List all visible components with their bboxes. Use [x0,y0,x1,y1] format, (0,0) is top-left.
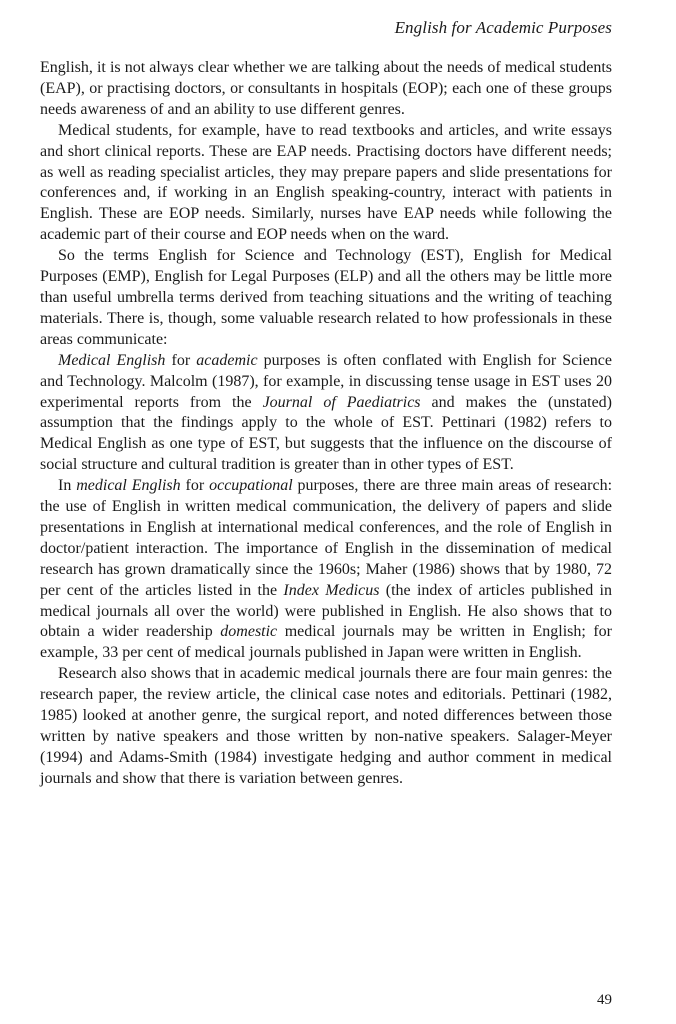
paragraph-6-text: Research also shows that in academic medical journals there are four main genres: the research paper, the review article, the clinical case notes and editorials. Pettinari (1982, 1985) looked at another genre, the surgical report, and noted differences between those written by native speakers and those written by non-native speakers. Salager-Meyer (1994) and Adams-Smith (1984) investigate hedging and author comment in medical journals and show that there is variation between genres. [40,665,612,787]
paragraph-4-text-a: for [165,351,197,369]
paragraph-5-italic-occupational: occupational [209,477,293,495]
paragraph-6 [40,664,612,789]
paragraph-4-italic-academic: academic [196,351,258,369]
paragraph-5-text-e: medical journals may be written in English; for example, 33 per cent of medical journals published in Japan were written in English. [40,623,612,662]
paragraph-4-italic-medical-english: Medical English [58,351,166,369]
paragraph-5-text-c: purposes, there are three main areas of research: the use of English in written medical communication, the delivery of papers and slide presentations in English at international medical conferences, and the role of English in doctor/patient interaction. The importance of English in the dissemination of medical research has grown dramatically since the 1960s; Maher (1986) shows that by 1980, 72 per cent of the articles listed in the [40,477,613,599]
paragraph-1-text: English, it is not always clear whether we are talking about the needs of medical students (EAP), or practising doctors, or consultants in hospitals (EOP); each one of these groups needs awareness of and an ability to use different genres. [40,59,612,118]
body-text [40,58,612,790]
paragraph-4-text-c: and makes the (unstated) assumption that the findings apply to the whole of EST. Pettinari (1982) refers to Medical English as one type of EST, but suggests that the influence on the discourse of social structure and cultural tradition is greater than in other types of EST. [40,393,612,474]
page-number: 49 [597,992,612,1008]
paragraph-5-italic-index-medicus: Index Medicus [283,581,380,599]
paragraph-2 [40,121,612,246]
paragraph-5-text-b: for [180,477,210,495]
running-head-title: English for Academic Purposes [394,18,612,37]
paragraph-4 [40,351,612,476]
paragraph-4-italic-journal-title: Journal of Paediatrics [262,393,421,411]
paragraph-4-text-b: purposes is often conflated with English for Science and Technology. Malcolm (1987), for example, in discussing tense usage in EST uses 20 experimental reports from the [40,351,612,411]
paragraph-2-text: Medical students, for example, have to read textbooks and articles, and write essays and short clinical reports. These are EAP needs. Practising doctors have different needs; as well as reading specialist articles, they may prepare papers and slide presentations for conferences and, if working in an English speaking-country, interact with patients in English. These are EOP needs. Similarly, nurses have EAP needs while following the academic part of their course and EOP needs when on the ward. [40,121,612,244]
paragraph-5-italic-medical-english: medical English [76,477,181,495]
paragraph-5 [40,476,612,664]
paragraph-5-text-d: (the index of articles published in medical journals all over the world) were published in English. He also shows that to obtain a wider readership [40,581,613,641]
paragraph-3 [40,246,612,351]
paragraph-5-italic-domestic: domestic [220,623,278,641]
paragraph-1 [40,58,612,121]
paragraph-3-text: So the terms English for Science and Technology (EST), English for Medical Purposes (EMP), English for Legal Purposes (ELP) and all the others may be little more than useful umbrella terms derived from teaching situations and the writing of teaching materials. There is, though, some valuable research related to how professionals in these areas communicate: [40,247,612,348]
paragraph-5-text-a: In [58,477,77,495]
